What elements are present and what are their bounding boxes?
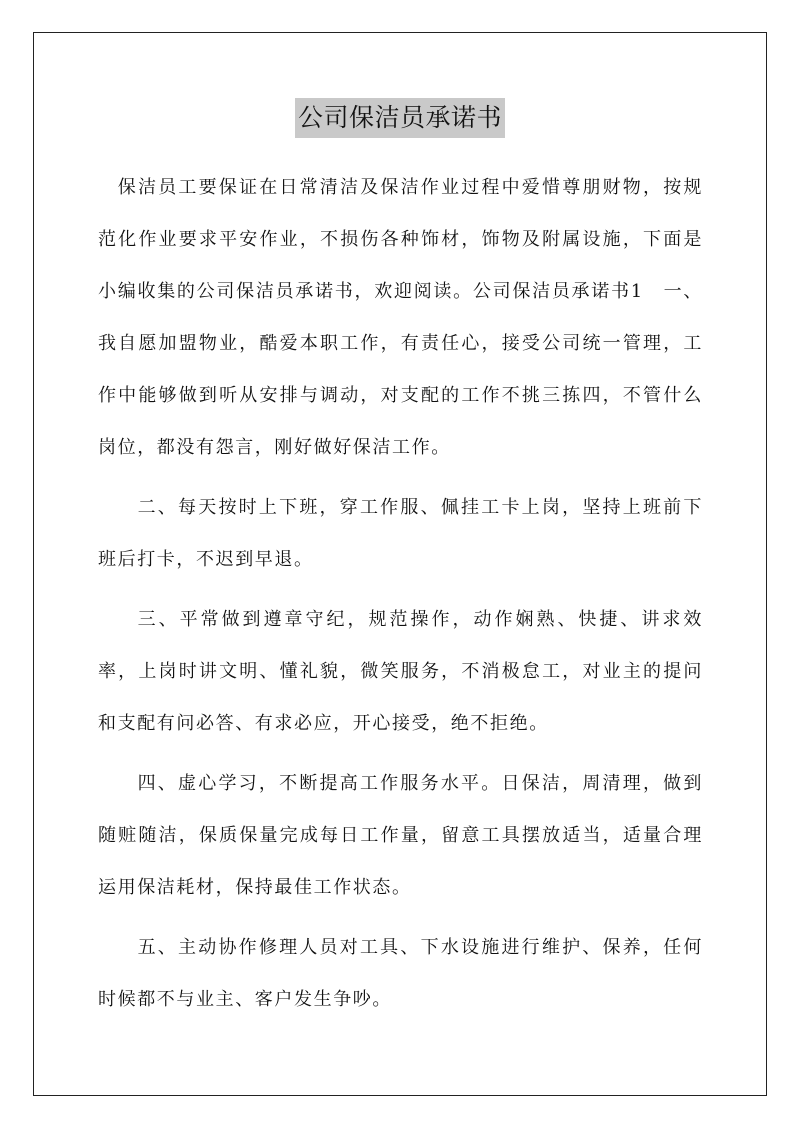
document-title: 公司保洁员承诺书 [295,98,505,138]
paragraph-4: 四、虚心学习，不断提高工作服务水平。日保洁，周清理，做到随赃随洁，保质保量完成每日工作量，留意工具摆放适当，适量合理运用保洁耗材，保持最佳工作状态。 [98,773,703,898]
title-container [0,98,800,138]
document-body [98,162,703,1034]
paragraph-3: 三、平常做到遵章守纪，规范操作，动作娴熟、快捷、讲求效率，上岗时讲文明、懂礼貌，微笑服务，不消极怠工，对业主的提问和支配有问必答、有求必应，开心接受，绝不拒绝。 [98,609,703,734]
paragraph-5: 五、主动协作修理人员对工具、下水设施进行维护、保养，任何时候都不与业主、客户发生争吵。 [98,937,703,1010]
paragraph-intro: 保洁员工要保证在日常清洁及保洁作业过程中爱惜尊朋财物，按规范化作业要求平安作业，不损伤各种饰材，饰物及附属设施，下面是小编收集的公司保洁员承诺书，欢迎阅读。公司保洁员承诺书1 一、我自愿加盟物业，酷爱本职工作，有责任心，接受公司统一管理，工作中能够做到听从安排与调动，对支配的工作不挑三拣四，不管什么岗位，都没有怨言，刚好做好保洁工作。 [98,177,703,458]
paragraph-2: 二、每天按时上下班，穿工作服、佩挂工卡上岗，坚持上班前下班后打卡，不迟到早退。 [98,497,703,570]
